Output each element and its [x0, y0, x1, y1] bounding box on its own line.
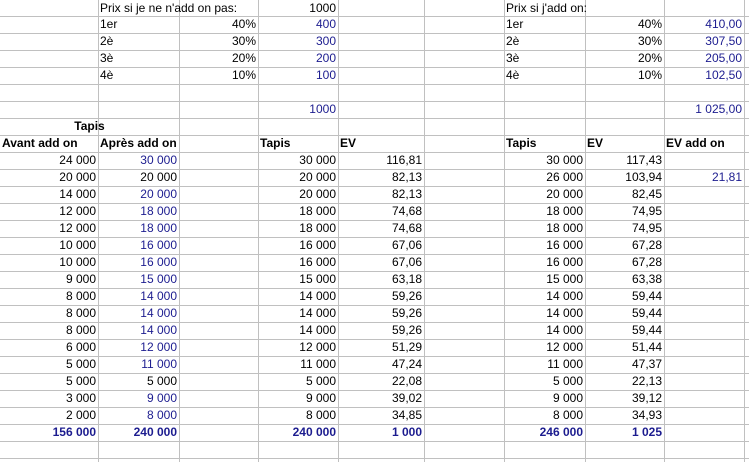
stack-before-addon[interactable]: 24 000 [59, 153, 96, 167]
stack-after-addon[interactable]: 9 000 [146, 391, 177, 405]
place-label[interactable]: 1er [506, 17, 524, 31]
stack-tapis-addon[interactable]: 14 000 [546, 306, 583, 320]
stack-after-addon[interactable]: 16 000 [140, 255, 177, 269]
prize-total-addon[interactable]: 1 025,00 [695, 102, 742, 116]
total-ev-addon[interactable]: 1 025 [631, 425, 662, 439]
stack-tapis-addon[interactable]: 8 000 [552, 408, 583, 422]
stack-after-addon[interactable]: 11 000 [141, 357, 177, 371]
place-percent[interactable]: 10% [231, 68, 256, 82]
stack-after-addon[interactable]: 18 000 [140, 204, 177, 218]
stack-tapis-addon[interactable]: 30 000 [546, 153, 583, 167]
ev-value[interactable]: 59,26 [391, 323, 422, 337]
header-ev-addon[interactable]: EV [587, 136, 604, 150]
ev-value[interactable]: 82,13 [391, 187, 422, 201]
ev-value-addon[interactable]: 67,28 [631, 255, 662, 269]
ev-value[interactable]: 74,68 [391, 221, 422, 235]
ev-value-addon[interactable]: 74,95 [631, 221, 662, 235]
header-avant-add-on[interactable]: Avant add on [2, 136, 78, 150]
stack-tapis[interactable]: 15 000 [299, 272, 336, 286]
stack-tapis[interactable]: 20 000 [299, 170, 336, 184]
ev-value[interactable]: 47,24 [391, 357, 422, 371]
place-label[interactable]: 1er [100, 17, 118, 31]
stack-before-addon[interactable]: 5 000 [65, 357, 96, 371]
header-ev-add-on[interactable]: EV add on [666, 136, 725, 150]
place-percent[interactable]: 30% [637, 34, 662, 48]
total-apres[interactable]: 240 000 [133, 425, 177, 439]
ev-add-on-gain[interactable]: 21,81 [711, 170, 742, 184]
gridline-vertical [424, 0, 425, 462]
place-amount[interactable]: 205,00 [705, 51, 742, 65]
place-percent[interactable]: 40% [231, 17, 256, 31]
place-amount[interactable]: 400 [315, 17, 336, 31]
ev-value[interactable]: 51,29 [391, 340, 422, 354]
place-percent[interactable]: 20% [637, 51, 662, 65]
ev-value-addon[interactable]: 39,12 [631, 391, 662, 405]
header-ev[interactable]: EV [340, 136, 357, 150]
ev-value-addon[interactable]: 47,37 [631, 357, 662, 371]
ev-value[interactable]: 63,18 [391, 272, 422, 286]
ev-value-addon[interactable]: 59,44 [631, 289, 662, 303]
stack-after-addon[interactable]: 14 000 [140, 306, 177, 320]
total-tapis-addon[interactable]: 246 000 [539, 425, 583, 439]
place-amount[interactable]: 410,00 [705, 17, 742, 31]
stack-after-addon[interactable]: 5 000 [146, 374, 177, 388]
stack-tapis-addon[interactable]: 15 000 [546, 272, 583, 286]
stack-tapis[interactable]: 8 000 [305, 408, 336, 422]
stack-after-addon[interactable]: 16 000 [140, 238, 177, 252]
stack-before-addon[interactable]: 9 000 [65, 272, 96, 286]
stack-tapis[interactable]: 14 000 [299, 323, 336, 337]
stack-after-addon[interactable]: 14 000 [140, 289, 177, 303]
stack-tapis[interactable]: 20 000 [299, 187, 336, 201]
ev-value-addon[interactable]: 22,13 [631, 374, 662, 388]
stack-tapis-addon[interactable]: 18 000 [546, 221, 583, 235]
ev-value-addon[interactable]: 34,93 [631, 408, 662, 422]
place-percent[interactable]: 10% [637, 68, 662, 82]
place-label[interactable]: 3è [100, 51, 114, 65]
ev-value[interactable]: 22,08 [391, 374, 422, 388]
ev-value-addon[interactable]: 51,44 [631, 340, 662, 354]
stack-tapis[interactable]: 9 000 [305, 391, 336, 405]
ev-value-addon[interactable]: 63,38 [631, 272, 662, 286]
stack-before-addon[interactable]: 14 000 [59, 187, 96, 201]
prize-pool-no-addon[interactable]: 1000 [309, 1, 336, 15]
ev-value-addon[interactable]: 67,28 [631, 238, 662, 252]
stack-tapis[interactable]: 30 000 [299, 153, 336, 167]
place-percent[interactable]: 40% [637, 17, 662, 31]
stack-tapis-addon[interactable]: 5 000 [552, 374, 583, 388]
stack-tapis[interactable]: 14 000 [299, 289, 336, 303]
stack-before-addon[interactable]: 12 000 [59, 204, 96, 218]
stack-tapis[interactable]: 5 000 [305, 374, 336, 388]
stack-after-addon[interactable]: 14 000 [140, 323, 177, 337]
stack-tapis[interactable]: 18 000 [299, 221, 336, 235]
stack-after-addon[interactable]: 18 000 [140, 221, 177, 235]
stack-tapis-addon[interactable]: 11 000 [547, 357, 583, 371]
stack-before-addon[interactable]: 10 000 [59, 255, 96, 269]
stack-before-addon[interactable]: 5 000 [65, 374, 96, 388]
stack-tapis[interactable]: 14 000 [299, 306, 336, 320]
stack-before-addon[interactable]: 10 000 [59, 238, 96, 252]
gridline-horizontal [0, 101, 749, 102]
total-tapis[interactable]: 240 000 [292, 425, 336, 439]
ev-value[interactable]: 82,13 [391, 170, 422, 184]
place-label[interactable]: 4è [506, 68, 520, 82]
stack-before-addon[interactable]: 2 000 [65, 408, 96, 422]
stack-tapis-addon[interactable]: 14 000 [546, 289, 583, 303]
header-tapis-addon[interactable]: Tapis [506, 136, 537, 150]
stack-tapis[interactable]: 11 000 [300, 357, 336, 371]
stack-tapis-addon[interactable]: 16 000 [546, 238, 583, 252]
stack-tapis[interactable]: 12 000 [299, 340, 336, 354]
stack-tapis[interactable]: 18 000 [299, 204, 336, 218]
stack-before-addon[interactable]: 12 000 [59, 221, 96, 235]
stack-tapis-addon[interactable]: 26 000 [546, 170, 583, 184]
stack-tapis[interactable]: 16 000 [299, 238, 336, 252]
stack-tapis[interactable]: 16 000 [299, 255, 336, 269]
stack-tapis-addon[interactable]: 18 000 [546, 204, 583, 218]
prize-title-no-addon[interactable]: Prix si je ne n'add on pas: [100, 1, 238, 15]
ev-value-addon[interactable]: 59,44 [631, 323, 662, 337]
header-tapis[interactable]: Tapis [260, 136, 291, 150]
stack-tapis-addon[interactable]: 12 000 [546, 340, 583, 354]
place-label[interactable]: 2è [506, 34, 520, 48]
place-amount[interactable]: 102,50 [705, 68, 742, 82]
place-label[interactable]: 3è [506, 51, 520, 65]
stack-after-addon[interactable]: 8 000 [146, 408, 177, 422]
stack-before-addon[interactable]: 8 000 [65, 289, 96, 303]
place-amount[interactable]: 100 [315, 68, 336, 82]
ev-value[interactable]: 39,02 [391, 391, 422, 405]
ev-value-addon[interactable]: 103,94 [625, 170, 662, 184]
ev-value[interactable]: 67,06 [391, 238, 422, 252]
stack-after-addon[interactable]: 20 000 [140, 187, 177, 201]
stack-tapis-addon[interactable]: 20 000 [546, 187, 583, 201]
stack-tapis-addon[interactable]: 16 000 [546, 255, 583, 269]
place-label[interactable]: 4è [100, 68, 114, 82]
gridline-horizontal [0, 458, 749, 459]
ev-value[interactable]: 116,81 [386, 153, 422, 167]
stack-after-addon[interactable]: 15 000 [140, 272, 177, 286]
gridline-vertical [744, 0, 745, 462]
stack-tapis-addon[interactable]: 9 000 [552, 391, 583, 405]
stack-before-addon[interactable]: 20 000 [59, 170, 96, 184]
stack-after-addon[interactable]: 20 000 [140, 170, 177, 184]
stack-after-addon[interactable]: 12 000 [140, 340, 177, 354]
ev-value-addon[interactable]: 117,43 [626, 153, 662, 167]
prize-title-addon[interactable]: Prix si j'add on: [506, 1, 587, 15]
stack-before-addon[interactable]: 3 000 [65, 391, 96, 405]
place-percent[interactable]: 30% [231, 34, 256, 48]
gridline-horizontal [0, 84, 749, 85]
place-amount[interactable]: 300 [315, 34, 336, 48]
header-apres-add-on[interactable]: Après add on [100, 136, 177, 150]
stack-before-addon[interactable]: 6 000 [65, 340, 96, 354]
prize-total-no-addon[interactable]: 1000 [309, 102, 336, 116]
ev-value[interactable]: 59,26 [391, 289, 422, 303]
ev-value-addon[interactable]: 59,44 [631, 306, 662, 320]
ev-value[interactable]: 59,26 [391, 306, 422, 320]
total-avant[interactable]: 156 000 [52, 425, 96, 439]
place-amount[interactable]: 307,50 [705, 34, 742, 48]
stack-tapis-addon[interactable]: 14 000 [546, 323, 583, 337]
gridline-horizontal [0, 441, 749, 442]
stack-before-addon[interactable]: 8 000 [65, 306, 96, 320]
total-ev[interactable]: 1 000 [391, 425, 422, 439]
stack-before-addon[interactable]: 8 000 [65, 323, 96, 337]
ev-value-addon[interactable]: 82,45 [631, 187, 662, 201]
ev-value[interactable]: 34,85 [391, 408, 422, 422]
place-label[interactable]: 2è [100, 34, 114, 48]
place-percent[interactable]: 20% [231, 51, 256, 65]
ev-value[interactable]: 67,06 [391, 255, 422, 269]
stack-after-addon[interactable]: 30 000 [140, 153, 177, 167]
ev-value-addon[interactable]: 74,95 [631, 204, 662, 218]
place-amount[interactable]: 200 [315, 51, 336, 65]
header-tapis-group[interactable]: Tapis [74, 119, 105, 133]
ev-value[interactable]: 74,68 [391, 204, 422, 218]
